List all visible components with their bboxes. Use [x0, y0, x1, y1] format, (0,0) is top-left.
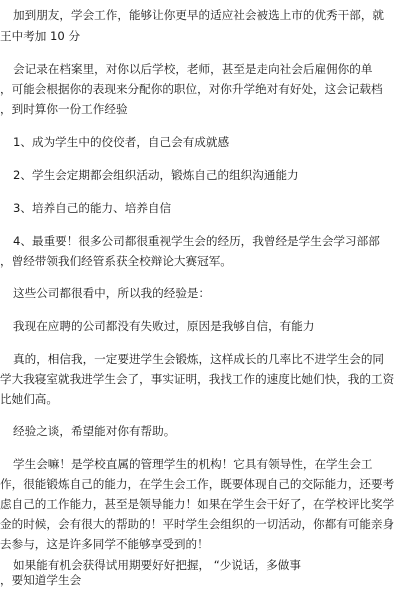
- text-line-9: 学大我寝室就我进学生会了，事实证明，我找工作的速度比她们快，我的工资: [0, 372, 395, 386]
- text-line-11: 经验之谈，希望能对你有帮助。: [13, 424, 176, 438]
- text-line-2: 王中考加 10 分: [0, 29, 81, 43]
- text-line-18: ，要知道学生会: [0, 573, 82, 587]
- text-line-8: 真的，相信我，一定要进学生会锻炼，这样成长的几率比不进学生会的同: [13, 352, 385, 366]
- text-line-6: 这些公司都很看中，所以我的经验是：: [13, 286, 211, 300]
- text-line-4: ，可能会根据你的表现来分配你的职位，对你升学绝对有好处，这会记载档: [0, 82, 383, 96]
- text-line-16: 去参与，这是许多同学不能够享受到的！: [0, 537, 209, 551]
- text-line-15: 金的时候，会有很大的帮助的！平时学生会组织的一切活动，你都有可能亲身: [0, 517, 395, 531]
- text-line-12: 学生会嘛！是学校直属的管理学生的机构！它具有领导性，在学生会工: [13, 457, 373, 471]
- list-item-4: 4、最重要！很多公司都很重视学生会的经历，我曾经是学生会学习部部: [13, 234, 380, 248]
- list-item-2: 2、学生会定期都会组织活动，锻炼自己的组织沟通能力: [13, 168, 299, 182]
- text-line-13: 作，很能锻炼自己的能力，在学生会工作，既要体现自己的交际能力，还要考: [0, 477, 395, 491]
- list-item-1: 1、成为学生中的佼佼者，自己会有成就感: [13, 135, 230, 149]
- text-line-10: 比她们高。: [0, 392, 58, 406]
- text-line-14: 虑自己的工作能力，甚至是领导能力！如果在学生会干好了，在学校评比奖学: [0, 497, 395, 511]
- text-line-1: 加到朋友，学会工作，能够让你更早的适应社会被选上市的优秀干部，就: [13, 8, 385, 22]
- text-line-7: 我现在应聘的公司都没有失败过，原因是我够自信，有能力: [13, 319, 315, 333]
- text-line-5: ，到时算你一份工作经验: [0, 102, 128, 116]
- list-item-4-cont: ，曾经带领我们经管系获全校辩论大赛冠军。: [0, 254, 232, 268]
- text-line-17: 如果能有机会获得试用期要好好把握， “少说话，多做事: [13, 558, 301, 572]
- list-item-3: 3、培养自己的能力、培养自信: [13, 201, 172, 215]
- text-line-3: 会记录在档案里，对你以后学校，老师，甚至是走向社会后雇佣你的单: [13, 62, 373, 76]
